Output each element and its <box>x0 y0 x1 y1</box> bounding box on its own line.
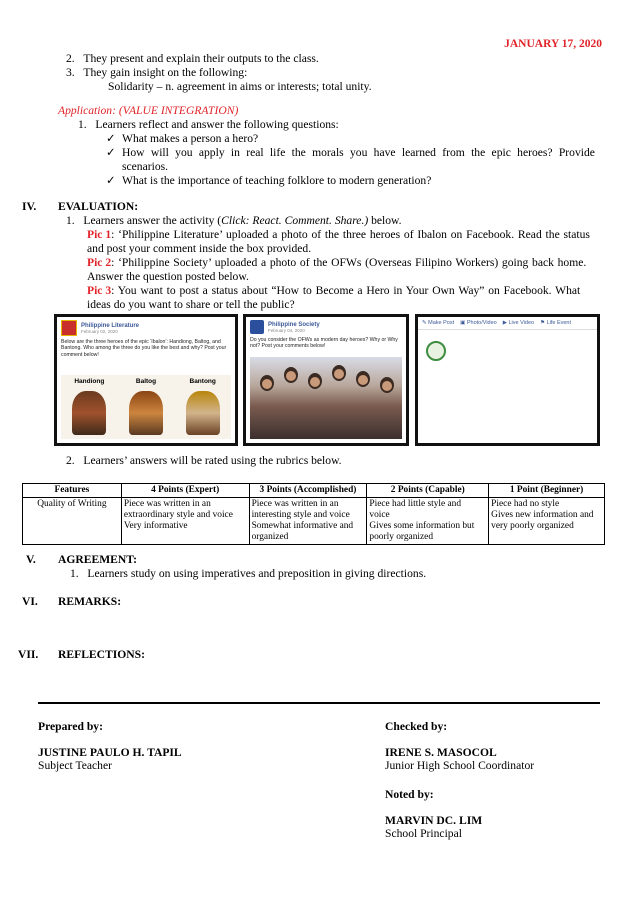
page-logo-icon <box>61 320 77 336</box>
check-text: What is the importance of teaching folklore to modern generation? <box>122 174 432 187</box>
item-text: They gain insight on the following: <box>83 66 248 79</box>
rubric-cell <box>489 498 605 545</box>
page-name: Philippine Society <box>268 321 320 328</box>
cell-line: Piece had little style and <box>369 499 462 509</box>
section-title: EVALUATION: <box>58 200 139 213</box>
column-header: Features <box>23 484 122 498</box>
hero <box>61 375 118 439</box>
checkmark-icon: ✓ <box>106 174 116 187</box>
evaluation-item-2: 2. Learners’ answers will be rated using the rubrics below. <box>66 454 342 467</box>
hero-figure <box>72 391 106 435</box>
table-header-row <box>23 484 605 498</box>
column-header: 4 Points (Expert) <box>121 484 249 498</box>
cell-line: voice <box>369 510 390 520</box>
cell-line: poorly organized <box>369 532 434 542</box>
column-header: 1 Point (Beginner) <box>489 484 605 498</box>
hero-figure <box>129 391 163 435</box>
item-italic: Click: React. Comment. Share.) <box>221 214 369 227</box>
composer-action-bar <box>418 317 597 330</box>
noted-by-role: School Principal <box>385 827 462 840</box>
cell-line: Piece was written in an <box>251 499 339 509</box>
evaluation-item <box>66 214 402 228</box>
checkmark-icon: ✓ <box>106 146 116 159</box>
face <box>334 369 344 379</box>
check-text: How will you apply in real life the morals you have learned from the epic heroes? Provide <box>122 146 595 159</box>
post-text: Do you consider the OFWs as modern day heroes? Why or Why not? Post your comments below! <box>250 337 398 350</box>
rubric-cell <box>121 498 249 545</box>
live-video-action: ▶ Live Video <box>502 320 535 326</box>
list-item <box>66 52 319 66</box>
hero-label: Handiong <box>74 378 105 385</box>
pic-description-continued: and post your comment inside the box provided. <box>87 242 312 255</box>
column-header: 3 Points (Accomplished) <box>249 484 367 498</box>
item-number: 3. <box>66 66 75 79</box>
post-date: February 04, 2020 <box>268 327 305 333</box>
hero <box>174 375 231 439</box>
noted-by-name: MARVIN DC. LIM <box>385 814 483 827</box>
check-text: What makes a person a hero? <box>122 132 259 145</box>
heroes-illustration <box>61 375 231 439</box>
cell-line: Gives some information but <box>369 521 475 531</box>
section-number: VI. <box>22 595 38 608</box>
feature-cell: Quality of Writing <box>23 498 122 545</box>
hero-figure <box>186 391 220 435</box>
rubric-cell <box>249 498 367 545</box>
cell-line: Very informative <box>123 521 188 531</box>
table-row <box>23 498 605 545</box>
check-item <box>106 174 431 188</box>
application-item: 1. Learners reflect and answer the following questions: <box>78 118 339 131</box>
rubric-table <box>22 483 605 545</box>
cell-line: Somewhat informative and <box>251 521 354 531</box>
item-number: 2. <box>66 52 75 65</box>
page-name: Philippine Literature <box>81 322 140 329</box>
application-heading: Application: (VALUE INTEGRATION) <box>58 104 239 117</box>
item-text: 1. Learners answer the activity ( <box>66 214 222 227</box>
post-header <box>57 317 235 339</box>
face <box>262 379 272 389</box>
face <box>310 377 320 387</box>
agreement-item: 1. Learners study on using imperatives and preposition in giving directions. <box>70 567 427 580</box>
school-seal-icon <box>426 341 446 361</box>
list-item <box>66 66 247 80</box>
check-item <box>106 132 258 146</box>
post-text: Below are the three heroes of the epic ‘Ibalon’: Handiong, Baltog, and Bantong. Who among the three do you like the best and why? Post your comment below! <box>61 339 227 358</box>
photo-video-action: ▣ Photo/Video <box>460 320 497 326</box>
make-post-action: ✎ Make Post <box>422 320 455 326</box>
pic-description-continued: ideas do you want to share or tell the public? <box>87 298 295 311</box>
post-header <box>246 317 406 337</box>
face <box>382 381 392 391</box>
check-item <box>106 146 600 160</box>
item-text: below. <box>368 214 402 227</box>
pic3-facebook-composer <box>415 314 600 446</box>
checked-by-role: Junior High School Coordinator <box>385 759 535 772</box>
action-label: Life Event <box>546 320 572 326</box>
page-logo-icon <box>250 320 264 334</box>
section-title: REMARKS: <box>58 595 122 608</box>
section-number: IV. <box>22 200 37 213</box>
section-number: VII. <box>18 648 39 661</box>
cell-line: organized <box>251 532 289 542</box>
cell-line: extraordinary style and voice <box>123 510 233 520</box>
hero <box>118 375 175 439</box>
pic-text: : ‘Philippine Literature’ uploaded a photo of the three heroes of Ibalon on Facebook. Read the status <box>111 228 590 241</box>
solidarity-definition: Solidarity – n. agreement in aims or interests; total unity. <box>108 80 372 93</box>
document-date: JANUARY 17, 2020 <box>504 38 602 50</box>
column-header: 2 Points (Capable) <box>367 484 489 498</box>
check-text-continued: scenarios. <box>122 160 169 173</box>
ofw-crowd-photo <box>250 357 402 439</box>
section-number: V. <box>26 553 36 566</box>
action-label: Photo/Video <box>466 320 497 326</box>
prepared-by-label: Prepared by: <box>38 720 103 733</box>
pic-description <box>87 228 590 242</box>
post-date: February 02, 2020 <box>81 328 118 334</box>
pic-description-continued: Answer the question posted below. <box>87 270 249 283</box>
item-text: They present and explain their outputs to the class. <box>83 52 319 65</box>
prepared-by-role: Subject Teacher <box>38 759 112 772</box>
pic-label: Pic 3 <box>87 284 112 297</box>
life-event-action: ⚑ Life Event <box>540 320 572 326</box>
cell-line: very poorly organized <box>491 521 574 531</box>
pic-label: Pic 1 <box>87 228 112 241</box>
cell-line: interesting style and voice <box>251 510 350 520</box>
hero-label: Baltog <box>135 378 157 385</box>
pic-description <box>87 284 580 298</box>
section-title: AGREEMENT: <box>58 553 138 566</box>
pic-label: Pic 2 <box>87 256 112 269</box>
pic2-facebook-post <box>243 314 409 446</box>
noted-by-label: Noted by: <box>385 788 434 801</box>
cell-line: Gives new information and <box>491 510 594 520</box>
pic-description <box>87 256 586 270</box>
pic-text: : You want to post a status about “How to Become a Hero in Your Own Way” on Facebook. What <box>111 284 581 297</box>
section-title: REFLECTIONS: <box>58 648 145 661</box>
hero-label: Bantong <box>189 378 216 385</box>
pic1-facebook-post <box>54 314 238 446</box>
rubric-cell <box>367 498 489 545</box>
cell-line: Piece was written in an <box>123 499 211 509</box>
cell-line: Piece had no style <box>491 499 560 509</box>
face <box>358 375 368 385</box>
pic-text: : ‘Philippine Society’ uploaded a photo of the OFWs (Overseas Filipino Workers) going back home. <box>111 256 587 269</box>
checked-by-name: IRENE S. MASOCOL <box>385 746 497 759</box>
action-label: Live Video <box>508 320 535 326</box>
checked-by-label: Checked by: <box>385 720 448 733</box>
prepared-by-name: JUSTINE PAULO H. TAPIL <box>38 746 182 759</box>
signature-divider <box>38 702 600 704</box>
action-label: Make Post <box>428 320 455 326</box>
checkmark-icon: ✓ <box>106 132 116 145</box>
face <box>286 371 296 381</box>
